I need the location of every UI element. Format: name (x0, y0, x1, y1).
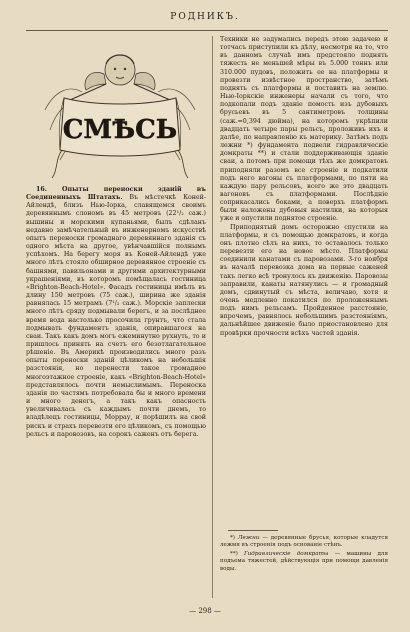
footnote-term: Гидравлическіе домкраты (244, 550, 329, 557)
footnote-text: — машины для подъема тяжестей, дѣйствующія при помощи давленія воды. (220, 550, 388, 572)
footnote: **) Гидравлическіе домкраты — машины для подъема тяжестей, дѣйствующія при помощи давленія воды. (220, 550, 388, 572)
footnote-text: — деревянные брусья, которые кладутся лежмя въ строенія подъ основаніе стѣнъ. (220, 535, 388, 549)
article-heading: 16. Опыты переноски зданій въ Соединенныхъ Штатахъ. (26, 186, 206, 202)
right-column (220, 36, 388, 338)
footnotes (220, 535, 388, 574)
banner-text: СМѢСЬ (62, 115, 178, 145)
section-illustration (40, 40, 200, 182)
article-paragraph (26, 186, 206, 439)
header-rule (26, 30, 388, 31)
article-paragraph: Техники не задумались передъ этою задачею и тотчасъ приступили къ дѣлу, несмотря на то, что въ данномъ случаѣ имъ предстояло поднять тяжесть не меньшей мѣры въ 5.000 тоннъ или 310.000 пудовъ, положить ее на платформы и провезти извѣстное пространство, затѣмъ поднять съ платформы и поставить на землю. Нью-Іоркскіе инженеры начали съ того, что подкопали подъ зданіе помость изъ дубовыхъ брусьевъ въ 5 сантиметровъ толщины (саж.=0,394 дюйма), на которомъ укрѣпили двадцать четыре пары рельсъ, проложивъ ихъ и далѣе, по направленію къ материку. Затѣмъ подъ лежни *) фундамента подвели гидравлическіе домкраты **) и стали поддерживающія зданіе сваи, а потомъ при помощи тѣхъ же домкратовъ приподняли разомъ все строеніе и подкатили подъ него вагоны съ платформами, по пяти на каждую пару рельсовъ, всего же это двадцать вагоновъ съ платформами. Послѣдніе соприкасались боками, а поверхъ платформъ были наложены дубовыя настилки, на которыя уже и опустили поднятое строеніе. (220, 36, 388, 223)
page-number: — 298 — (189, 607, 221, 615)
article-body-left: Въ мѣстечкѣ Коней-Айлендѣ, близъ Нью-Іорка, славящемся своимъ деревяннымъ слономъ въ 45 метровъ (22¹/₂ саж.) вышины и морскими купаньями, былъ сдѣланъ недавно замѣчательный въ инженерномъ искусствѣ опытъ переноски громаднаго деревяннаго зданія съ одного мѣста на другое, увѣнчавшійся полнымъ успѣхомъ. На берегу моря въ Коней-Айлендѣ уже много лѣтъ стояло обширное деревянное строеніе съ башнями, павильонами и другими архитектурными украшеніями, въ которомъ помѣщалась гостиница «Brighton-Beach-Hotel». Фасадъ гостиницы имѣлъ въ длину 150 метровъ (75 саж.), ширина же зданія равнялась 15 метрамъ (7¹/₂ саж.). Морскіе заплески много лѣтъ сряду подмывали берегъ, и за послѣднее время вода настолько просочила грунтъ, что стала подмывать фундаментъ зданія, опиравшагося на сваи. Такъ какъ домъ могъ ежеминутно рухнуть, то и пришлось принять на счетъ его безотлагательное рѣшеніе. Въ Америкѣ производились много разъ опыты переноски зданій цѣликомъ на небольшія разстоянія, но перенести такое громадное многоэтажное строеніе, какъ «Brighton-Beach-Hotel» представлялось почти немыслимымъ. Переноска зданія по частямъ потребовала бы и много времени и много денегъ, а такъ какъ опасность увеличивалась съ каждымъ почти днемъ, то владѣлецъ гостиницы, Моррау, и порѣшилъ на свой рискъ и страхъ перевезти его цѣликомъ, съ помощью рельсъ и паровозовъ, на сорокъ саженъ отъ берега. (26, 194, 206, 438)
column-divider (212, 36, 213, 598)
article-paragraph: Приподнятый домъ осторожно спустили на платформы, и съ помощью домкратовъ, и когда онъ плотно сѣлъ на нихъ, то оставалось только перевезти его на новое мѣсто. Платформы соединили канатами съ паровозами. 3-го ноября въ началѣ перевозка дома на первые саженей такъ легко всѣ тронулось къ движенію. Паровозы заправили, канаты натянулись — и громадный домъ, сдвинутый съ мѣста, величаво, хотя и очень медленно покатился по проложеннымъ подъ нимъ рельсамъ. Пройденное расстояніе, впрочемъ, равнялось небольшимъ разстояніямъ, дальнѣйшее движеніе было приостановлено для провѣрки прочности всѣхъ частей зданія. (220, 223, 388, 337)
footnote-rule (228, 530, 278, 531)
illustration-drawing (40, 40, 200, 182)
footnote-term: Лежни (237, 535, 260, 541)
running-header: РОДНИКЪ. (170, 12, 240, 22)
footnote: *) Лежни — деревянные брусья, которые кладутся лежмя въ строенія подъ основаніе стѣнъ. (220, 535, 388, 549)
left-column (26, 186, 206, 439)
